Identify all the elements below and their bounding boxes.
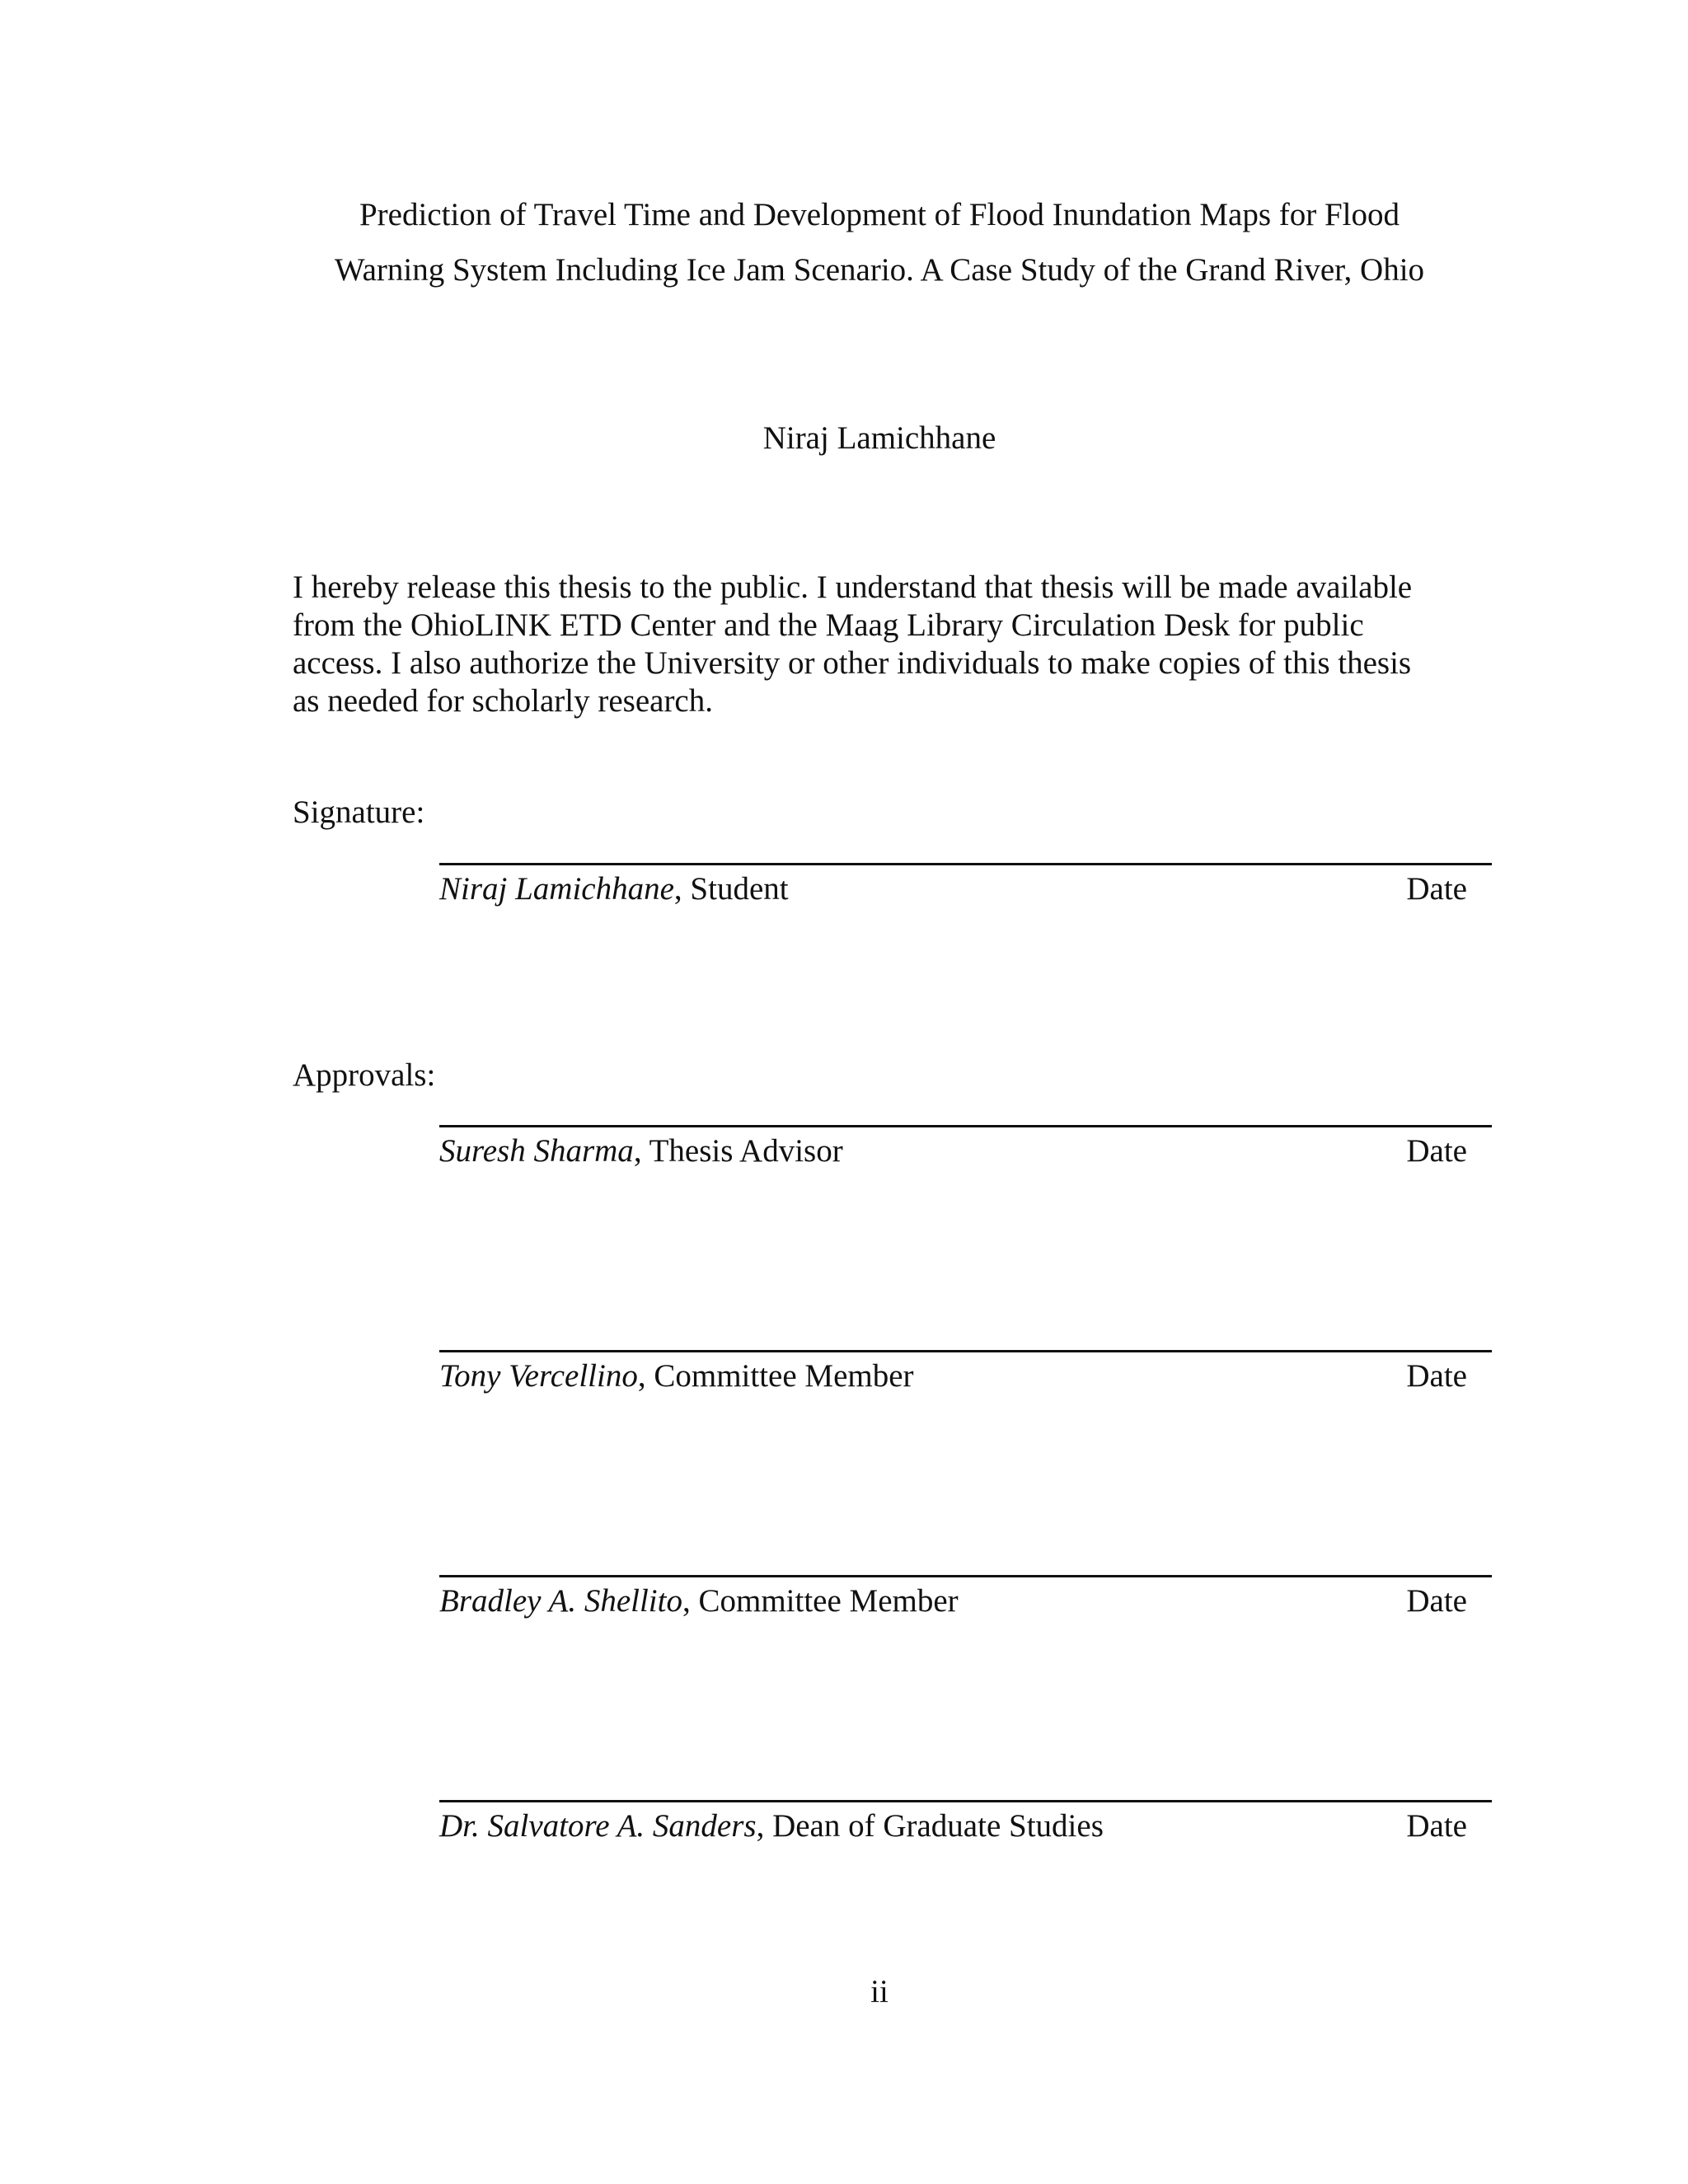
signature-rule [439,863,1492,865]
release-line: from the OhioLINK ETD Center and the Maag Library Circulation Desk for public [293,607,1364,643]
signatory-role: , Committee Member [682,1583,959,1619]
approvals-label: Approvals: [293,1057,436,1093]
signatory [439,1807,1104,1846]
signatory [439,1582,959,1621]
title-line-2: Warning System Including Ice Jam Scenario. A Case Study of the Grand River, Ohio [334,252,1425,288]
release-statement [293,569,1463,720]
date-label: Date [1406,1358,1467,1394]
signature-rule [439,1575,1492,1577]
date-label: Date [1406,871,1467,907]
date-label: Date [1406,1808,1467,1844]
signatory-role: , Student [673,871,789,907]
signatory-role: , Thesis Advisor [633,1133,843,1169]
release-line: I hereby release this thesis to the public. I understand that thesis will be made available [293,569,1413,605]
date-label: Date [1406,1583,1467,1619]
signatory-name: Tony Vercellino [439,1358,638,1394]
signatory [439,1357,914,1396]
signatory-name: Bradley A. Shellito [439,1583,682,1619]
signatory-name: Dr. Salvatore A. Sanders [439,1808,757,1844]
signature-label: Signature: [293,794,425,830]
release-line: as needed for scholarly research. [293,683,713,719]
signatory-role: , Dean of Graduate Studies [756,1808,1104,1844]
author-name: Niraj Lamichhane [762,420,996,456]
signatory [439,869,789,909]
signature-rule [439,1125,1492,1127]
signature-rule [439,1350,1492,1352]
date-label: Date [1406,1133,1467,1169]
title-line-1: Prediction of Travel Time and Development of Flood Inundation Maps for Flood [359,197,1400,232]
signatory-role: , Committee Member [637,1358,914,1394]
signatory-name: Niraj Lamichhane [439,871,674,907]
page-number: ii [870,1974,889,2009]
signatory [439,1132,843,1171]
signature-rule [439,1800,1492,1802]
signatory-name: Suresh Sharma [439,1133,634,1169]
release-line: access. I also authorize the University or other individuals to make copies of this thesis [293,645,1412,681]
